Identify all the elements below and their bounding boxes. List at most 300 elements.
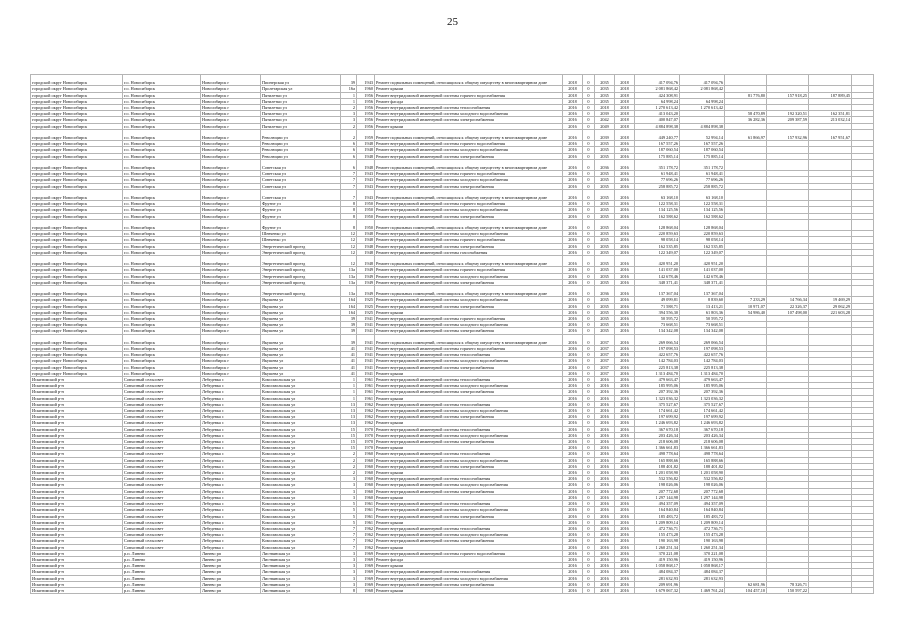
cell-street: Комсомольская ул	[261, 401, 341, 407]
cell-house: 1	[341, 383, 357, 389]
cell-street: Комсомольская ул	[261, 525, 341, 531]
cell-c2: 1 469 761,24	[680, 587, 725, 593]
cell-c4: 107 498,00	[767, 309, 809, 315]
cell-street: Якушева ул	[261, 346, 341, 352]
cell-work: Ремонт внутридомовой инженерной системы теплоснабжения	[375, 401, 563, 407]
cell-total: 207 392,36	[635, 389, 680, 395]
cell-y2: 2016	[595, 451, 615, 457]
cell-y2: 2049	[595, 123, 615, 129]
cell-c2: 122 558,31	[680, 201, 725, 207]
cell-city: Искитимский р-н	[31, 556, 123, 562]
cell-y2: 2035	[595, 75, 615, 86]
cell-street: Фрунзе ул	[261, 219, 341, 230]
cell-work: Ремонт крыши	[375, 445, 563, 451]
cell-street: Революции ул	[261, 153, 341, 159]
cell-y1: 2016	[563, 364, 583, 370]
cell-empty	[852, 159, 874, 170]
cell-total: 498 778,64	[635, 451, 680, 457]
cell-y1: 2016	[563, 141, 583, 147]
cell-z: 0	[583, 309, 595, 315]
cell-house: 3	[341, 488, 357, 494]
cell-z: 0	[583, 408, 595, 414]
cell-total: 225 813,38	[635, 364, 680, 370]
cell-house: 1	[341, 395, 357, 401]
cell-city: Искитимский р-н	[31, 513, 123, 519]
cell-z: 0	[583, 389, 595, 395]
cell-city: Искитимский р-н	[31, 575, 123, 581]
cell-settlement: г.о. Новосибирск	[123, 201, 201, 207]
cell-z: 0	[583, 463, 595, 469]
cell-c2: 367 670,18	[680, 426, 725, 432]
cell-work: Ремонт внутридомовой инженерной системы электроснабжения	[375, 463, 563, 469]
cell-house: 15	[341, 439, 357, 445]
cell-year: 1948	[357, 243, 375, 249]
cell-y1: 2018	[563, 86, 583, 92]
cell-house: 15	[341, 445, 357, 451]
cell-y2: 2016	[595, 463, 615, 469]
cell-c4: 157 918,25	[767, 92, 809, 98]
cell-year: 1961	[357, 395, 375, 401]
cell-house: 41	[341, 352, 357, 358]
cell-y1: 2016	[563, 249, 583, 255]
cell-total: 162 535,85	[635, 243, 680, 249]
cell-y3: 2016	[615, 550, 635, 556]
cell-y3: 2016	[615, 171, 635, 177]
cell-c2: 61 948,41	[680, 171, 725, 177]
cell-house: 2	[341, 451, 357, 457]
cell-work: Ремонт внутридомовой инженерной системы электроснабжения	[375, 213, 563, 219]
cell-work: Ремонт внутридомовой инженерной системы горячего водоснабжения	[375, 550, 563, 556]
cell-settlement: г.о. Новосибирск	[123, 213, 201, 219]
cell-z: 0	[583, 111, 595, 117]
cell-locality: Линево рп	[201, 587, 261, 593]
cell-city: городской округ Новосибирск	[31, 207, 123, 213]
cell-city: городской округ Новосибирск	[31, 346, 123, 352]
cell-work: Ремонт внутридомовой инженерной системы электроснабжения	[375, 183, 563, 189]
cell-y2: 2016	[595, 532, 615, 538]
cell-settlement: Совхозный сельсовет	[123, 414, 201, 420]
cell-z: 0	[583, 538, 595, 544]
cell-z: 0	[583, 451, 595, 457]
cell-z: 0	[583, 297, 595, 303]
cell-total: 1 366 661,83	[635, 445, 680, 451]
cell-work: Ремонт внутридомовой инженерной системы электроснабжения	[375, 389, 563, 395]
cell-total: 49 099,81	[635, 297, 680, 303]
cell-y3: 2016	[615, 476, 635, 482]
cell-locality: Новосибирск г	[201, 141, 261, 147]
cell-street: Комсомольская ул	[261, 432, 341, 438]
cell-y2: 2035	[595, 249, 615, 255]
cell-house: 2	[341, 129, 357, 140]
cell-c2: 207 772,68	[680, 488, 725, 494]
cell-house: 5	[341, 513, 357, 519]
cell-c2: 162 588,62	[680, 213, 725, 219]
cell-settlement: г.о. Новосибирск	[123, 105, 201, 111]
cell-y2: 2016	[595, 513, 615, 519]
cell-y2: 2035	[595, 153, 615, 159]
cell-c2: 1 366 661,83	[680, 445, 725, 451]
cell-settlement: г.о. Новосибирск	[123, 297, 201, 303]
cell-c2: 134 342,08	[680, 328, 725, 334]
cell-y2: 2036	[595, 286, 615, 297]
cell-y2: 2035	[595, 147, 615, 153]
cell-work: Ремонт крыши	[375, 309, 563, 315]
cell-total: 197 098,53	[635, 346, 680, 352]
cell-y2: 2016	[595, 556, 615, 562]
cell-c4: 14 766,34	[767, 297, 809, 303]
cell-c3: 62 681,96	[725, 581, 767, 587]
cell-city: городской округ Новосибирск	[31, 303, 123, 309]
cell-y1: 2016	[563, 328, 583, 334]
cell-year: 1969	[357, 575, 375, 581]
cell-year: 1941	[357, 322, 375, 328]
cell-y3: 2016	[615, 286, 635, 297]
cell-c2: 142 678,46	[680, 273, 725, 279]
cell-work: Ремонт внутридомовой инженерной системы электроснабжения	[375, 364, 563, 370]
cell-y2: 2016	[595, 501, 615, 507]
cell-street: Комсомольская ул	[261, 494, 341, 500]
cell-y1: 2016	[563, 513, 583, 519]
cell-y3: 2016	[615, 494, 635, 500]
table-row	[31, 159, 874, 170]
cell-y3: 2016	[615, 532, 635, 538]
cell-locality: Лебедевка с	[201, 532, 261, 538]
cell-settlement: Совхозный сельсовет	[123, 525, 201, 531]
cell-c2: 1 297 144,98	[680, 494, 725, 500]
cell-z: 0	[583, 581, 595, 587]
cell-house: 13а	[341, 273, 357, 279]
cell-y3: 2018	[615, 129, 635, 140]
cell-y3: 2016	[615, 249, 635, 255]
cell-total: 281 632,93	[635, 575, 680, 581]
cell-locality: Лебедевка с	[201, 408, 261, 414]
cell-empty	[852, 189, 874, 200]
cell-z: 0	[583, 352, 595, 358]
cell-house: 3	[341, 563, 357, 569]
table-row	[31, 286, 874, 297]
cell-y1: 2016	[563, 256, 583, 267]
cell-locality: Новосибирск г	[201, 370, 261, 376]
cell-locality: Линево рп	[201, 569, 261, 575]
cell-year: 1962	[357, 414, 375, 420]
cell-y2: 2016	[595, 482, 615, 488]
cell-y1: 2016	[563, 201, 583, 207]
cell-locality: Лебедевка с	[201, 383, 261, 389]
cell-total: 479 663,47	[635, 377, 680, 383]
cell-total: 155 473,28	[635, 532, 680, 538]
cell-street: Комсомольская ул	[261, 383, 341, 389]
cell-year: 1941	[357, 328, 375, 334]
cell-y3: 2016	[615, 147, 635, 153]
cell-c5	[809, 587, 852, 593]
cell-year: 1956	[357, 111, 375, 117]
cell-city: городской округ Новосибирск	[31, 231, 123, 237]
cell-house: 41	[341, 364, 357, 370]
cell-settlement: р.п. Линево	[123, 556, 201, 562]
cell-house: 1	[341, 377, 357, 383]
cell-y1: 2016	[563, 189, 583, 200]
cell-locality: Лебедевка с	[201, 463, 261, 469]
cell-city: Искитимский р-н	[31, 420, 123, 426]
cell-street: Якушева ул	[261, 316, 341, 322]
cell-y3: 2016	[615, 482, 635, 488]
cell-city: Искитимский р-н	[31, 501, 123, 507]
cell-street: Комсомольская ул	[261, 482, 341, 488]
cell-house: 8	[341, 587, 357, 593]
cell-y1: 2016	[563, 358, 583, 364]
cell-settlement: Совхозный сельсовет	[123, 426, 201, 432]
cell-locality: Новосибирск г	[201, 207, 261, 213]
cell-settlement: Совхозный сельсовет	[123, 544, 201, 550]
cell-y1: 2016	[563, 569, 583, 575]
cell-settlement: г.о. Новосибирск	[123, 129, 201, 140]
cell-house: 6	[341, 159, 357, 170]
cell-settlement: р.п. Линево	[123, 581, 201, 587]
cell-c2: 185 483,72	[680, 513, 725, 519]
cell-c3	[725, 256, 767, 267]
cell-y1: 2016	[563, 267, 583, 273]
cell-work: Ремонт подвальных помещений, относящихся к общему имуществу в многоквартирном доме	[375, 189, 563, 200]
cell-y1: 2016	[563, 494, 583, 500]
cell-house: 164	[341, 297, 357, 303]
cell-locality: Новосибирск г	[201, 249, 261, 255]
cell-year: 1970	[357, 426, 375, 432]
cell-total: 134 342,08	[635, 328, 680, 334]
cell-y3: 2018	[615, 117, 635, 123]
cell-settlement: Совхозный сельсовет	[123, 494, 201, 500]
cell-c4	[767, 256, 809, 267]
cell-y3: 2018	[615, 75, 635, 86]
cell-street: Комсомольская ул	[261, 439, 341, 445]
cell-c2: 64 998,24	[680, 98, 725, 104]
cell-y1: 2016	[563, 207, 583, 213]
cell-house: 3	[341, 550, 357, 556]
cell-street: Якушева ул	[261, 297, 341, 303]
cell-y3: 2016	[615, 346, 635, 352]
cell-house: 6	[341, 153, 357, 159]
cell-y1: 2016	[563, 556, 583, 562]
cell-y2: 2016	[595, 476, 615, 482]
cell-year: 1948	[357, 231, 375, 237]
cell-z: 0	[583, 550, 595, 556]
cell-work: Ремонт внутридомовой инженерной системы горячего водоснабжения	[375, 316, 563, 322]
cell-year: 1962	[357, 538, 375, 544]
cell-street: Якушева ул	[261, 328, 341, 334]
cell-total: 141 037,00	[635, 267, 680, 273]
cell-y3: 2016	[615, 432, 635, 438]
cell-y1: 2016	[563, 470, 583, 476]
cell-y2: 2035	[595, 231, 615, 237]
cell-y2: 2016	[595, 569, 615, 575]
cell-z: 0	[583, 395, 595, 401]
cell-street: Пятилетки ул	[261, 92, 341, 98]
cell-z: 0	[583, 488, 595, 494]
cell-settlement: г.о. Новосибирск	[123, 243, 201, 249]
cell-year: 1948	[357, 153, 375, 159]
cell-street: Комсомольская ул	[261, 457, 341, 463]
cell-street: Комсомольская ул	[261, 445, 341, 451]
cell-year: 1948	[357, 237, 375, 243]
cell-y3: 2016	[615, 201, 635, 207]
cell-c5	[809, 286, 852, 297]
cell-street: Комсомольская ул	[261, 470, 341, 476]
cell-settlement: р.п. Линево	[123, 575, 201, 581]
cell-house: 3	[341, 494, 357, 500]
cell-y1: 2018	[563, 75, 583, 86]
cell-settlement: Совхозный сельсовет	[123, 513, 201, 519]
cell-settlement: г.о. Новосибирск	[123, 309, 201, 315]
cell-total: 269 066,54	[635, 334, 680, 345]
cell-locality: Новосибирск г	[201, 352, 261, 358]
cell-z: 0	[583, 279, 595, 285]
cell-empty	[852, 219, 874, 230]
cell-total: 419 150,96	[635, 556, 680, 562]
cell-house: 15	[341, 426, 357, 432]
cell-total: 77 696,26	[635, 177, 680, 183]
cell-locality: Лебедевка с	[201, 482, 261, 488]
cell-z: 0	[583, 267, 595, 273]
cell-locality: Лебедевка с	[201, 544, 261, 550]
cell-y1: 2016	[563, 117, 583, 123]
cell-y1: 2016	[563, 463, 583, 469]
cell-total: 220 859,63	[635, 231, 680, 237]
cell-y3: 2016	[615, 309, 635, 315]
cell-y1: 2016	[563, 501, 583, 507]
cell-city: Искитимский р-н	[31, 476, 123, 482]
cell-settlement: Совхозный сельсовет	[123, 408, 201, 414]
cell-y2: 2035	[595, 237, 615, 243]
cell-street: Комсомольская ул	[261, 532, 341, 538]
cell-y2: 2035	[595, 189, 615, 200]
cell-y1: 2016	[563, 525, 583, 531]
cell-work: Ремонт внутридомовой инженерной системы холодного водоснабжения	[375, 322, 563, 328]
cell-city: городской округ Новосибирск	[31, 352, 123, 358]
cell-work: Ремонт внутридомовой инженерной системы горячего водоснабжения	[375, 237, 563, 243]
cell-z: 0	[583, 432, 595, 438]
cell-y2: 2035	[595, 256, 615, 267]
cell-total: 413 043,20	[635, 111, 680, 117]
cell-house: 15	[341, 432, 357, 438]
cell-total: 494 357,09	[635, 501, 680, 507]
cell-y3: 2016	[615, 457, 635, 463]
cell-y1: 2016	[563, 414, 583, 420]
cell-work: Ремонт подвальных помещений, относящихся к общему имуществу в многоквартирном доме	[375, 129, 563, 140]
cell-total: 449 240,77	[635, 129, 680, 140]
cell-locality: Новосибирск г	[201, 316, 261, 322]
cell-settlement: Совхозный сельсовет	[123, 401, 201, 407]
cell-year: 1960	[357, 482, 375, 488]
cell-c2: 50 595,72	[680, 316, 725, 322]
cell-total: 198 026,06	[635, 482, 680, 488]
cell-street: Пятилетки ул	[261, 105, 341, 111]
cell-year: 1962	[357, 401, 375, 407]
cell-y3: 2016	[615, 451, 635, 457]
cell-street: Якушева ул	[261, 303, 341, 309]
cell-c5: 167 951,67	[809, 129, 852, 140]
cell-work: Ремонт внутридомовой инженерной системы электроснабжения	[375, 414, 563, 420]
cell-city: городской округ Новосибирск	[31, 213, 123, 219]
cell-total: 1 323 036,32	[635, 395, 680, 401]
cell-y2: 2035	[595, 303, 615, 309]
cell-y2: 2016	[595, 389, 615, 395]
cell-c2: 198 026,06	[680, 482, 725, 488]
cell-z: 0	[583, 159, 595, 170]
cell-work: Ремонт внутридомовой инженерной системы холодного водоснабжения	[375, 532, 563, 538]
cell-locality: Новосибирск г	[201, 364, 261, 370]
cell-total: 122 349,07	[635, 249, 680, 255]
cell-settlement: Совхозный сельсовет	[123, 476, 201, 482]
cell-house: 1	[341, 92, 357, 98]
cell-year: 1968	[357, 587, 375, 593]
cell-year: 1970	[357, 439, 375, 445]
cell-y3: 2016	[615, 267, 635, 273]
cell-street: Комсомольская ул	[261, 519, 341, 525]
cell-year: 1962	[357, 532, 375, 538]
cell-y1: 2016	[563, 488, 583, 494]
cell-c2: 498 778,64	[680, 451, 725, 457]
cell-c5: 213 032,14	[809, 117, 852, 123]
cell-y2: 2035	[595, 309, 615, 315]
cell-total: 1 313 484,70	[635, 370, 680, 376]
cell-year: 1960	[357, 470, 375, 476]
cell-c4	[767, 219, 809, 230]
cell-y3: 2016	[615, 141, 635, 147]
cell-locality: Линево рп	[201, 556, 261, 562]
cell-total: 185 995,06	[635, 383, 680, 389]
cell-total: 532 556,82	[635, 476, 680, 482]
cell-work: Ремонт внутридомовой инженерной системы электроснабжения	[375, 488, 563, 494]
cell-house: 7	[341, 525, 357, 531]
cell-z: 0	[583, 370, 595, 376]
page-number: 25	[447, 16, 458, 28]
cell-y3: 2016	[615, 322, 635, 328]
cell-z: 0	[583, 358, 595, 364]
cell-locality: Лебедевка с	[201, 439, 261, 445]
cell-house: 5	[341, 519, 357, 525]
cell-house: 2	[341, 463, 357, 469]
cell-locality: Новосибирск г	[201, 171, 261, 177]
cell-year: 1961	[357, 383, 375, 389]
cell-year: 1925	[357, 309, 375, 315]
cell-total: 348 371,41	[635, 279, 680, 285]
cell-work: Ремонт внутридомовой инженерной системы электроснабжения	[375, 117, 563, 123]
cell-settlement: Совхозный сельсовет	[123, 377, 201, 383]
cell-c2: 185 995,06	[680, 383, 725, 389]
cell-z: 0	[583, 141, 595, 147]
cell-year: 1950	[357, 219, 375, 230]
cell-y2: 2035	[595, 201, 615, 207]
cell-z: 0	[583, 569, 595, 575]
cell-y1: 2018	[563, 92, 583, 98]
cell-y3: 2016	[615, 370, 635, 376]
cell-settlement: Совхозный сельсовет	[123, 519, 201, 525]
cell-locality: Лебедевка с	[201, 538, 261, 544]
cell-city: Искитимский р-н	[31, 488, 123, 494]
cell-locality: Новосибирск г	[201, 279, 261, 285]
cell-house: 8	[341, 201, 357, 207]
cell-house: 3	[341, 569, 357, 575]
cell-c5: 29 062,29	[809, 303, 852, 309]
cell-c5	[809, 219, 852, 230]
cell-y2: 2037	[595, 346, 615, 352]
cell-street: Фрунзе ул	[261, 207, 341, 213]
cell-house: 8	[341, 213, 357, 219]
cell-z: 0	[583, 231, 595, 237]
cell-settlement: Совхозный сельсовет	[123, 395, 201, 401]
cell-locality: Лебедевка с	[201, 451, 261, 457]
cell-empty	[852, 587, 874, 593]
cell-y2: 2016	[595, 550, 615, 556]
